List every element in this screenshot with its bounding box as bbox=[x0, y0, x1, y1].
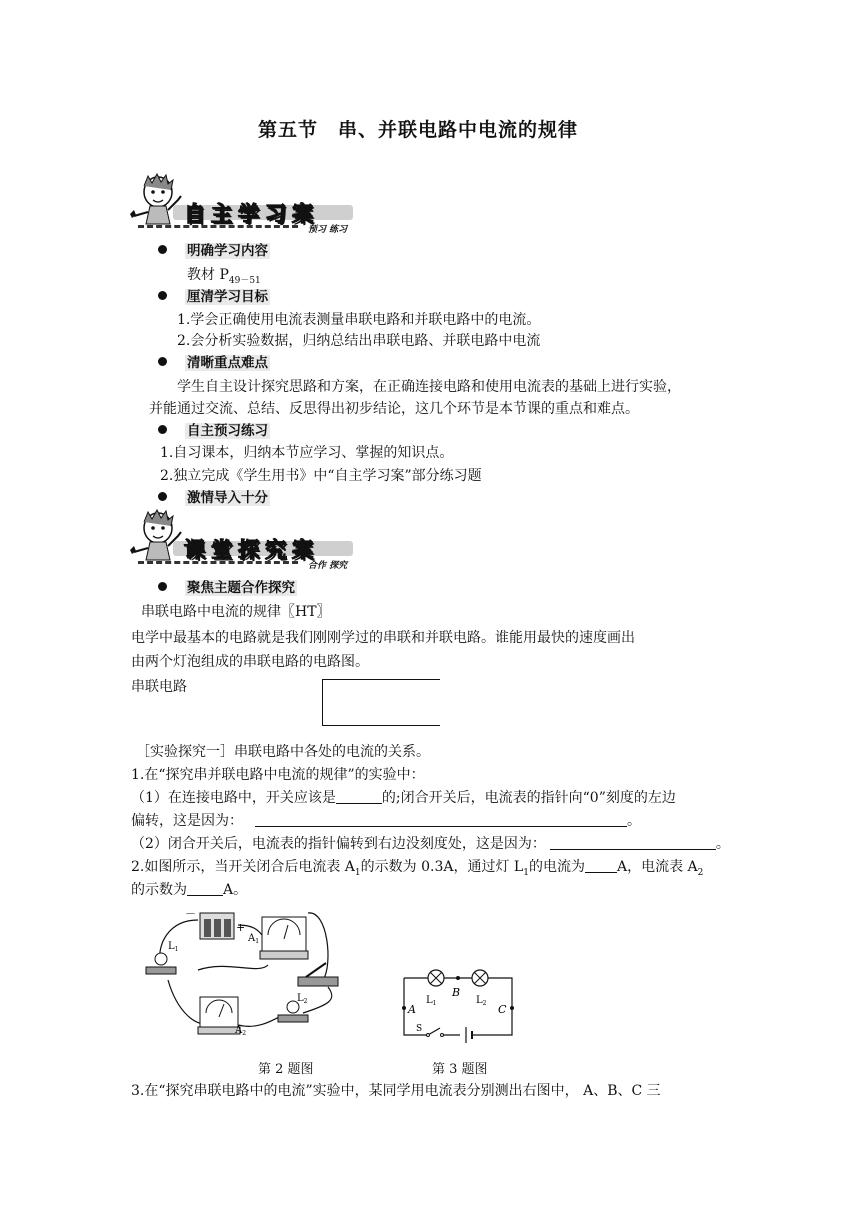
question-2-line2: 的示数为 A。 bbox=[131, 882, 248, 898]
goal-item-1: 1.学会正确使用电流表测量串联电路和并联电路中的电流。 bbox=[177, 312, 541, 328]
answer-blank[interactable] bbox=[336, 789, 382, 804]
heading-intro: 激情导入十分 bbox=[158, 488, 270, 508]
fig3-label-L2: $L_2$ bbox=[476, 995, 487, 1007]
question-1: 1.在“探究串并联电路中电流的规律”的实验中： bbox=[131, 767, 425, 783]
banner-self-study bbox=[128, 172, 358, 238]
figure-3-circuit-schematic bbox=[398, 963, 518, 1053]
fig2-label-L2: $L_2$ bbox=[297, 993, 308, 1005]
body-series-rule: 串联电路中电流的规律〖HT〗 bbox=[141, 604, 331, 620]
bullet-icon bbox=[158, 357, 167, 366]
fig3-label-C: C bbox=[498, 1003, 507, 1016]
heading-key-points: 清晰重点难点 bbox=[158, 353, 270, 373]
question-2-line1: 2.如图所示，当开关闭合后电流表 $A_1$的示数为 0.3A，通过灯 $L_1$的电流为 A，电流表 $A_2$ bbox=[131, 859, 704, 878]
banner-class-inquiry bbox=[128, 508, 358, 574]
key-points-text-1: 学生自主设计探究思路和方案，在正确连接电路和使用电流表的基础上进行实验， bbox=[177, 379, 681, 395]
body-intro-2: 由两个灯泡组成的串联电路的电路图。 bbox=[131, 654, 369, 670]
bullet-icon bbox=[158, 582, 167, 591]
fig2-label-plus: + bbox=[236, 921, 246, 934]
key-points-text-2: 并能通过交流、总结、反思得出初步结论，这几个环节是本节课的重点和难点。 bbox=[149, 401, 639, 417]
question-3: 3.在“探究串联电路中的电流”实验中，某同学用电流表分别测出右图中， A、B、C 三 bbox=[131, 1083, 661, 1099]
question-1b: （2）闭合开关后，电流表的指针偏转到右边没刻度处，这是因为： 。 bbox=[131, 836, 730, 852]
fig3-label-L1: $L_1$ bbox=[426, 995, 437, 1007]
figure-3-caption: 第 3 题图 bbox=[432, 1062, 488, 1077]
bullet-icon bbox=[158, 245, 167, 254]
answer-blank[interactable] bbox=[585, 858, 617, 873]
fig2-label-L1: $L_1$ bbox=[168, 941, 179, 953]
bullet-icon bbox=[158, 425, 167, 434]
fig2-label-minus: － bbox=[185, 907, 196, 920]
question-1a-line1: （1）在连接电路中，开关应该是 的;闭合开关后，电流表的指针向“0”刻度的左边 bbox=[131, 790, 676, 806]
banner-class-inquiry-label: 课堂探究案 bbox=[184, 538, 319, 562]
bullet-icon bbox=[158, 492, 167, 501]
answer-blank[interactable] bbox=[550, 835, 716, 850]
textbook-pages: 教材 $P_{49-51}$ bbox=[187, 267, 261, 286]
goal-item-2: 2.会分析实验数据，归纳总结出串联电路、并联电路中电流 bbox=[177, 333, 541, 349]
bullet-icon bbox=[158, 291, 167, 300]
answer-blank[interactable] bbox=[187, 881, 223, 896]
fig3-label-A: A bbox=[408, 1003, 416, 1016]
experiment-1-title: ［实验探究一］串联电路中各处的电流的关系。 bbox=[136, 744, 430, 760]
banner-self-study-sub: 预习 练习 bbox=[308, 225, 348, 235]
fig2-label-A2: $A_2$ bbox=[235, 1025, 247, 1037]
question-1a-line2: 偏转，这是因为： 。 bbox=[131, 813, 641, 829]
fig2-label-A1: $A_1$ bbox=[248, 933, 260, 945]
heading-learning-goals: 厘清学习目标 bbox=[158, 287, 270, 307]
fig3-label-B: B bbox=[452, 986, 461, 999]
preview-item-1: 1.自习课本，归纳本节应学习、掌握的知识点。 bbox=[160, 445, 454, 461]
answer-blank[interactable] bbox=[255, 812, 627, 827]
heading-focus-topic: 聚焦主题合作探究 bbox=[158, 578, 297, 598]
page-title: 第五节 串、并联电路中电流的规律 bbox=[258, 119, 579, 141]
heading-preview-exercise: 自主预习练习 bbox=[158, 421, 270, 441]
figure-2-circuit-apparatus bbox=[138, 905, 358, 1055]
figure-2-caption: 第 2 题图 bbox=[258, 1062, 314, 1077]
heading-learning-content: 明确学习内容 bbox=[158, 241, 270, 261]
fig3-label-S: S bbox=[416, 1024, 423, 1034]
banner-class-inquiry-sub: 合作 探究 bbox=[308, 561, 348, 571]
body-intro-1: 电学中最基本的电路就是我们刚刚学过的串联和并联电路。谁能用最快的速度画出 bbox=[131, 630, 635, 646]
preview-item-2: 2.独立完成《学生用书》中“自主学习案”部分练习题 bbox=[160, 468, 482, 484]
body-series-circuit-label: 串联电路 bbox=[131, 679, 187, 695]
circuit-drawing-box bbox=[322, 679, 440, 726]
banner-self-study-label: 自主学习案 bbox=[184, 202, 319, 226]
